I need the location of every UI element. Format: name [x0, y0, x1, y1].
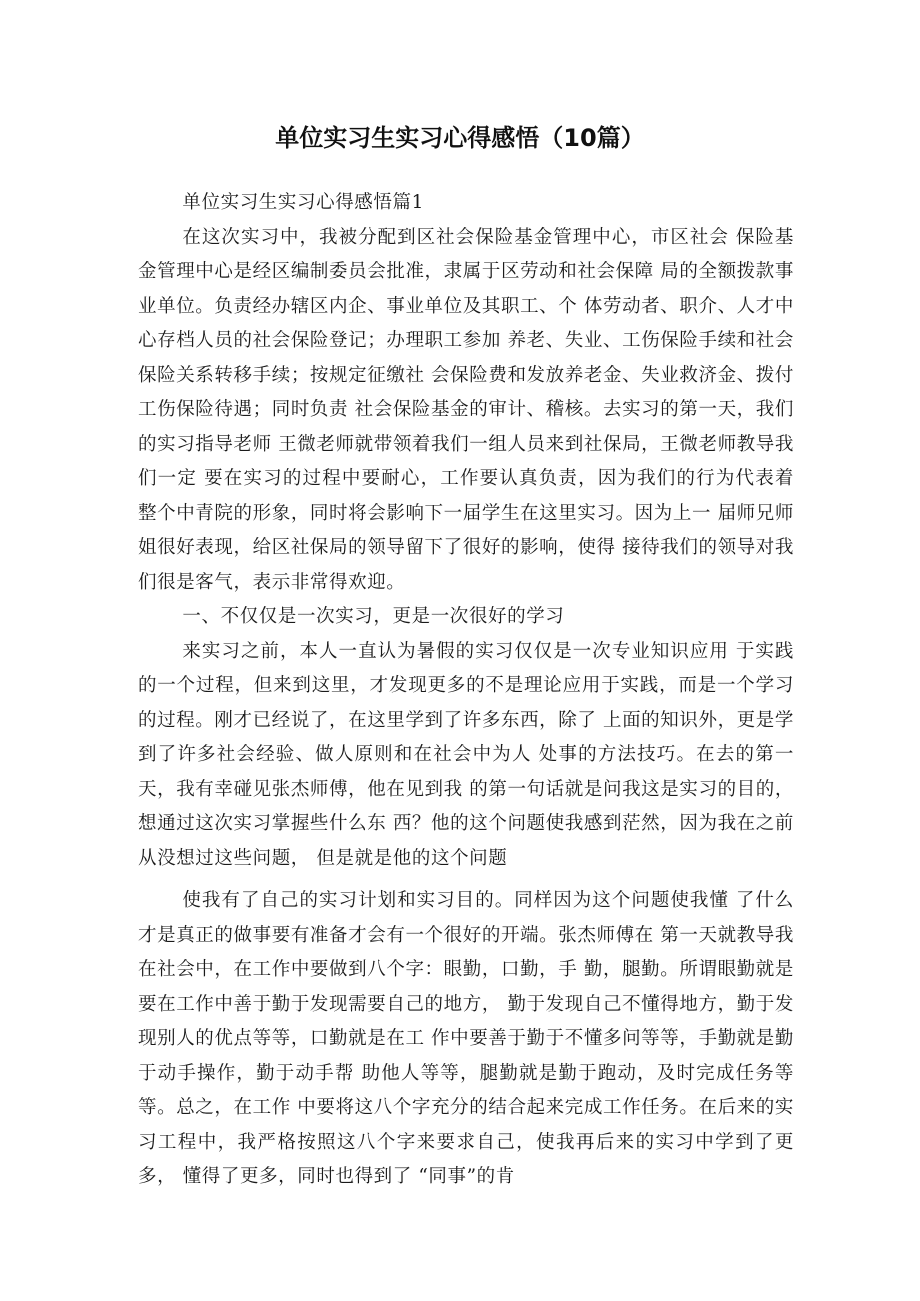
document-body [138, 186, 794, 1195]
paragraph: 来实习之前，本人一直认为暑假的实习仅仅是一次专业知识应用 于实践的一个过程，但来到这里，才发现更多的不是理论应用于实践，而是一个学习的过程。刚才已经说了，在这里学到了许多东西，除了 上面的知识外，更是学到了许多社会经验、做人原则和在社会中为人 处事的方法技巧。在去的第一天，我有幸碰见张杰师傅，他在见到我 的第一句话就是问我这是实习的目的，想通过这次实习掌握些什么东 西？他的这个问题使我感到茫然，因为我在之前从没想过这些问题， 但是就是他的这个问题 [138, 640, 794, 869]
article-subtitle: 单位实习生实习心得感悟篇1 [182, 192, 424, 213]
section-heading: 一、不仅仅是一次实习，更是一次很好的学习 [182, 606, 565, 627]
document-title: 单位实习生实习心得感悟（10篇） [275, 124, 645, 152]
paragraph-gap [138, 876, 794, 884]
paragraph: 使我有了自己的实习计划和实习目的。同样因为这个问题使我懂 了什么才是真正的做事要有准备才会有一个很好的开端。张杰师傅在 第一天就教导我在社会中，在工作中要做到八个字：眼勤，口勤，手 勤，腿勤。所谓眼勤就是要在工作中善于勤于发现需要自己的地方， 勤于发现自己不懂得地方，勤于发现别人的优点等等，口勤就是在工 作中要善于勤于不懂多问等等，手勤就是勤于动手操作，勤于动手帮 助他人等等，腿勤就是勤于跑动，及时完成任务等等。总之，在工作 中要将这八个字充分的结合起来完成工作任务。在后来的实习工程中，我严格按照这八个字来要求自己，使我再后来的实习中学到了更多， 懂得了更多，同时也得到了 “同事”的肯 [138, 890, 794, 1187]
paragraph: 在这次实习中，我被分配到区社会保险基金管理中心，市区社会 保险基金管理中心是经区编制委员会批准，隶属于区劳动和社会保障 局的全额拨款事业单位。负责经办辖区内企、事业单位及其职工、个 体劳动者、职介、人才中心存档人员的社会保险登记；办理职工参加 养老、失业、工伤保险手续和社会保险关系转移手续；按规定征缴社 会保险费和发放养老金、失业救济金、拨付工伤保险待遇；同时负责 社会保险基金的审计、稽核。去实习的第一天，我们的实习指导老师 王微老师就带领着我们一组人员来到社保局，王微老师教导我们一定 要在实习的过程中要耐心，工作要认真负责，因为我们的行为代表着 整个中青院的形象，同时将会影响下一届学生在这里实习。因为上一 届师兄师姐很好表现，给区社保局的领导留下了很好的影响，使得 接待我们的领导对我们很是客气，表示非常得欢迎。 [138, 226, 794, 593]
